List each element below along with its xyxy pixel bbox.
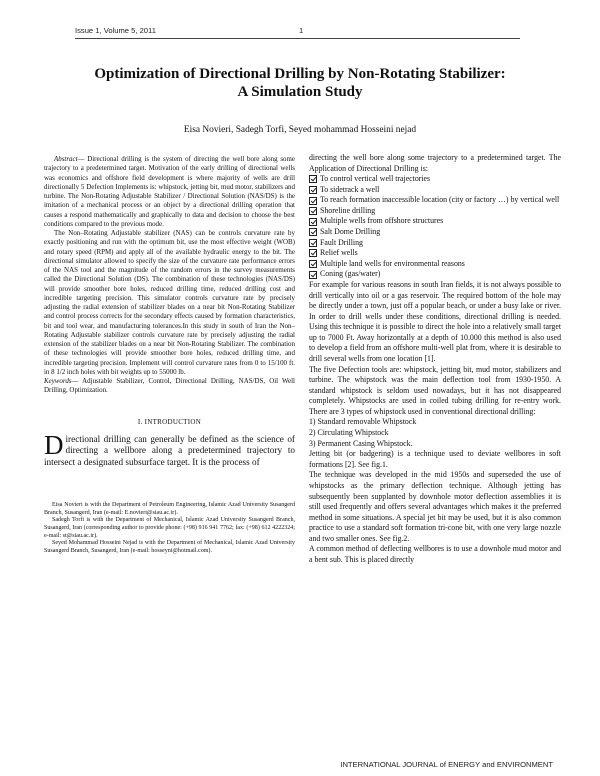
section-heading-introduction: I. INTRODUCTION xyxy=(137,417,202,426)
paper-title xyxy=(60,65,540,101)
issue-label: Issue 1, Volume 5, 2011 xyxy=(75,26,156,35)
list-item: 3) Permanent Casing Whipstock. xyxy=(309,438,413,448)
list-item: Shoreline drilling xyxy=(309,206,561,217)
page-number: 1 xyxy=(299,26,304,35)
checkbox-icon xyxy=(309,175,317,183)
list-item: Coning (gas/water) xyxy=(309,269,561,280)
list-item: To control vertical well trajectories xyxy=(309,174,561,185)
checkbox-icon xyxy=(309,186,317,194)
author-footnotes xyxy=(44,502,295,555)
right-paragraph-5: The technique was developed in the mid 1950s and superseded the use of whipstocks as the primary deflection technique. Although jetting has subsequently been supplanted by downhole motor deflection assemblies it is still used frequently and offers several advantages which makes it the preferred method in some situations. A special jet bit may be used, but it is also common practice to use a standard soft formation tri-cone bit, with one very large nozzle and two smaller ones. See fig.2. xyxy=(309,470,561,543)
footnote-3: Seyed Mohammad Hosseini Nejad is with the Department of Mechanical, Islamic Azad University Susangerd Branch, Susangerd, Iran (e-mail: hosseyni@hotmail.com). xyxy=(44,540,295,554)
title-line-1: Optimization of Directional Drilling by Non-Rotating Stabilizer: xyxy=(94,66,506,82)
footnote-1: Eisa Novieri is with the Department of Petroleum Engineering, Islamic Azad University Susangerd Branch, Susangerd, Iran (e-mail: E.novieri@siau.ac.ir). xyxy=(44,502,295,516)
list-item: Fault Drilling xyxy=(309,238,561,249)
checkbox-icon xyxy=(309,249,317,257)
keywords-text: — Adjustable Stabilizer, Control, Directional Drilling, NAS/DS, Oil Well Drilling, Optimization. xyxy=(44,377,295,395)
keywords-label: Keywords xyxy=(44,377,72,385)
list-item: Relief wells xyxy=(309,248,561,259)
right-column xyxy=(309,153,561,566)
abstract-text-1: — Directional drilling is the system of directing the well bore along some trajectory to a predetermined target. Motivation of the early drilling of directional wells was economics and offshore field development is where majority of wells are drill directionally 5 Defection Implements is: whipstock, jetting bit, mud motor, stabilizers and turbine. The Non-Rotating Adjustable Stabilizer / Directional Solution (NAS/DS) is the imitation of a mechanical process or an object by a directional drilling operation that causes a respond mathematically and graphically to data and decision to choose the best conditions compared to the previous mode. xyxy=(44,155,295,228)
abstract-paragraph-1 xyxy=(44,155,295,229)
whipstock-list xyxy=(309,417,561,449)
right-paragraph-1: directing the well bore along some trajectory to a predetermined target. The Application of Directional Drilling is: xyxy=(309,153,561,173)
checkbox-icon xyxy=(309,218,317,226)
list-item: Multiple land wells for environmental reasons xyxy=(309,259,561,270)
list-item: 1) Standard removable Whipstock xyxy=(309,417,417,427)
list-item: 2) Circulating Whipstock xyxy=(309,428,389,438)
right-paragraph-6: A common method of deflecting wellbores is to use a downhole mud motor and a bent sub. This is placed directly xyxy=(309,544,561,564)
right-paragraph-2: For example for various reasons in south Iran fields, it is not always possible to drill vertically into oil or a gas reservoir. The required bottom of the hole may be directly under a town, just off a popular beach, or under a busy lake or river. In order to drill wells under these conditions, directional drilling is needed. Using this technique it is possible to direct the hole into a relatively small target up to 7000 Ft. Away horizontally at a depth of 10.000 this method is also used to develop a field from an offshore multi-well plat from, where it is desirable to drill several wells from one location [1]. xyxy=(309,279,561,363)
title-line-2: A Simulation Study xyxy=(237,84,363,100)
checkbox-icon xyxy=(309,197,317,205)
checkbox-icon xyxy=(309,239,317,247)
checkbox-icon xyxy=(309,207,317,215)
checkbox-icon xyxy=(309,271,317,279)
left-column xyxy=(44,155,295,555)
keywords-paragraph xyxy=(44,377,295,396)
list-item: To reach formation inaccessible location (city or factory …) by vertical well xyxy=(309,195,561,206)
right-paragraph-4: Jetting bit (or badgering) is a technique used to deviate wellbores in soft formations [2]. See fig.1. xyxy=(309,449,561,469)
footnote-2: Sadegh Torfi is with the Department of Mechanical, Islamic Azad University Susangerd Branch, Susangerd, Iran (corresponding author to provide phone: (+98) 916 941 7762; fax: (+98) 612 4222324; e-mail: st@siau.ac.ir). xyxy=(44,517,295,539)
checkbox-icon xyxy=(309,260,317,268)
list-item: Multiple wells from offshore structures xyxy=(309,216,561,227)
drop-cap-letter: D xyxy=(44,429,64,460)
journal-footer: INTERNATIONAL JOURNAL of ENERGY and ENVIRONMENT xyxy=(340,760,553,769)
checkbox-icon xyxy=(309,228,317,236)
application-list xyxy=(309,174,561,280)
introduction-text: irectional drilling can generally be defined as the science of directing a wellbore along a predetermined trajectory to intersect a designated subsurface target. It is the process of xyxy=(44,433,295,467)
list-item: To sidetrack a well xyxy=(309,185,561,196)
abstract-paragraph-2: The Non–Rotating Adjustable stabilizer (NAS) can be controls curvature rate by exactly positioning and run with the optimum bit, use the most effective weight (WOB) and rotary speed (RPM) and apply all of the available hydraulic energy to the bit. The directional simulator allowed to specify the size of the curvature rate performance errors of the NAS tool and the magnitude of the random errors in the survey measurements called the Directional Solution (DS). The combination of these technologies (NAS/DS) will provide smoother bore holes, reduced drilling time, reduced drilling cost and incredible targeting precision. This simulator controls curvature rate by precisely adjusting the radial extension of stabilizer blades on a near bit Non-Rotating Stabilizer and control process corrects for the secondary effects caused by formation characteristics, bit and tool wear, and manufacturing tolerances.In this study in south of Iran the Non–Rotating Adjustable stabilizer controls curvature rate by precisely adjusting the radial extension of the stabilizer blades on a near bit Non-Rotating Stabilizer. The combination of these technologies will provide smoother bore holes, reduced drilling time, and incredible targeting precision. Implement will control curvature rates from 0 to 15/100 ft. in 8 1/2 inch holes with bit weights up to 55000 lb. xyxy=(44,229,295,376)
abstract-label: Abstract xyxy=(54,155,78,163)
list-item: Salt Dome Drilling xyxy=(309,227,561,238)
header-divider xyxy=(75,38,520,39)
introduction-paragraph xyxy=(44,429,295,469)
author-list: Eisa Novieri, Sadegh Torfi, Seyed mohammad Hosseini nejad xyxy=(183,125,417,135)
right-paragraph-3: The five Defection tools are: whipstock, jetting bit, mud motor, stabilizers and turbine. The whipstock was the main deflection tool from 1930-1950. A standard whipstock is seldom used nowadays, but it has not disappeared completely. Whipstocks are used in coiled tubing drilling for re-entry work. There are 3 types of whipstock used in conventional directional drilling: xyxy=(309,364,561,416)
